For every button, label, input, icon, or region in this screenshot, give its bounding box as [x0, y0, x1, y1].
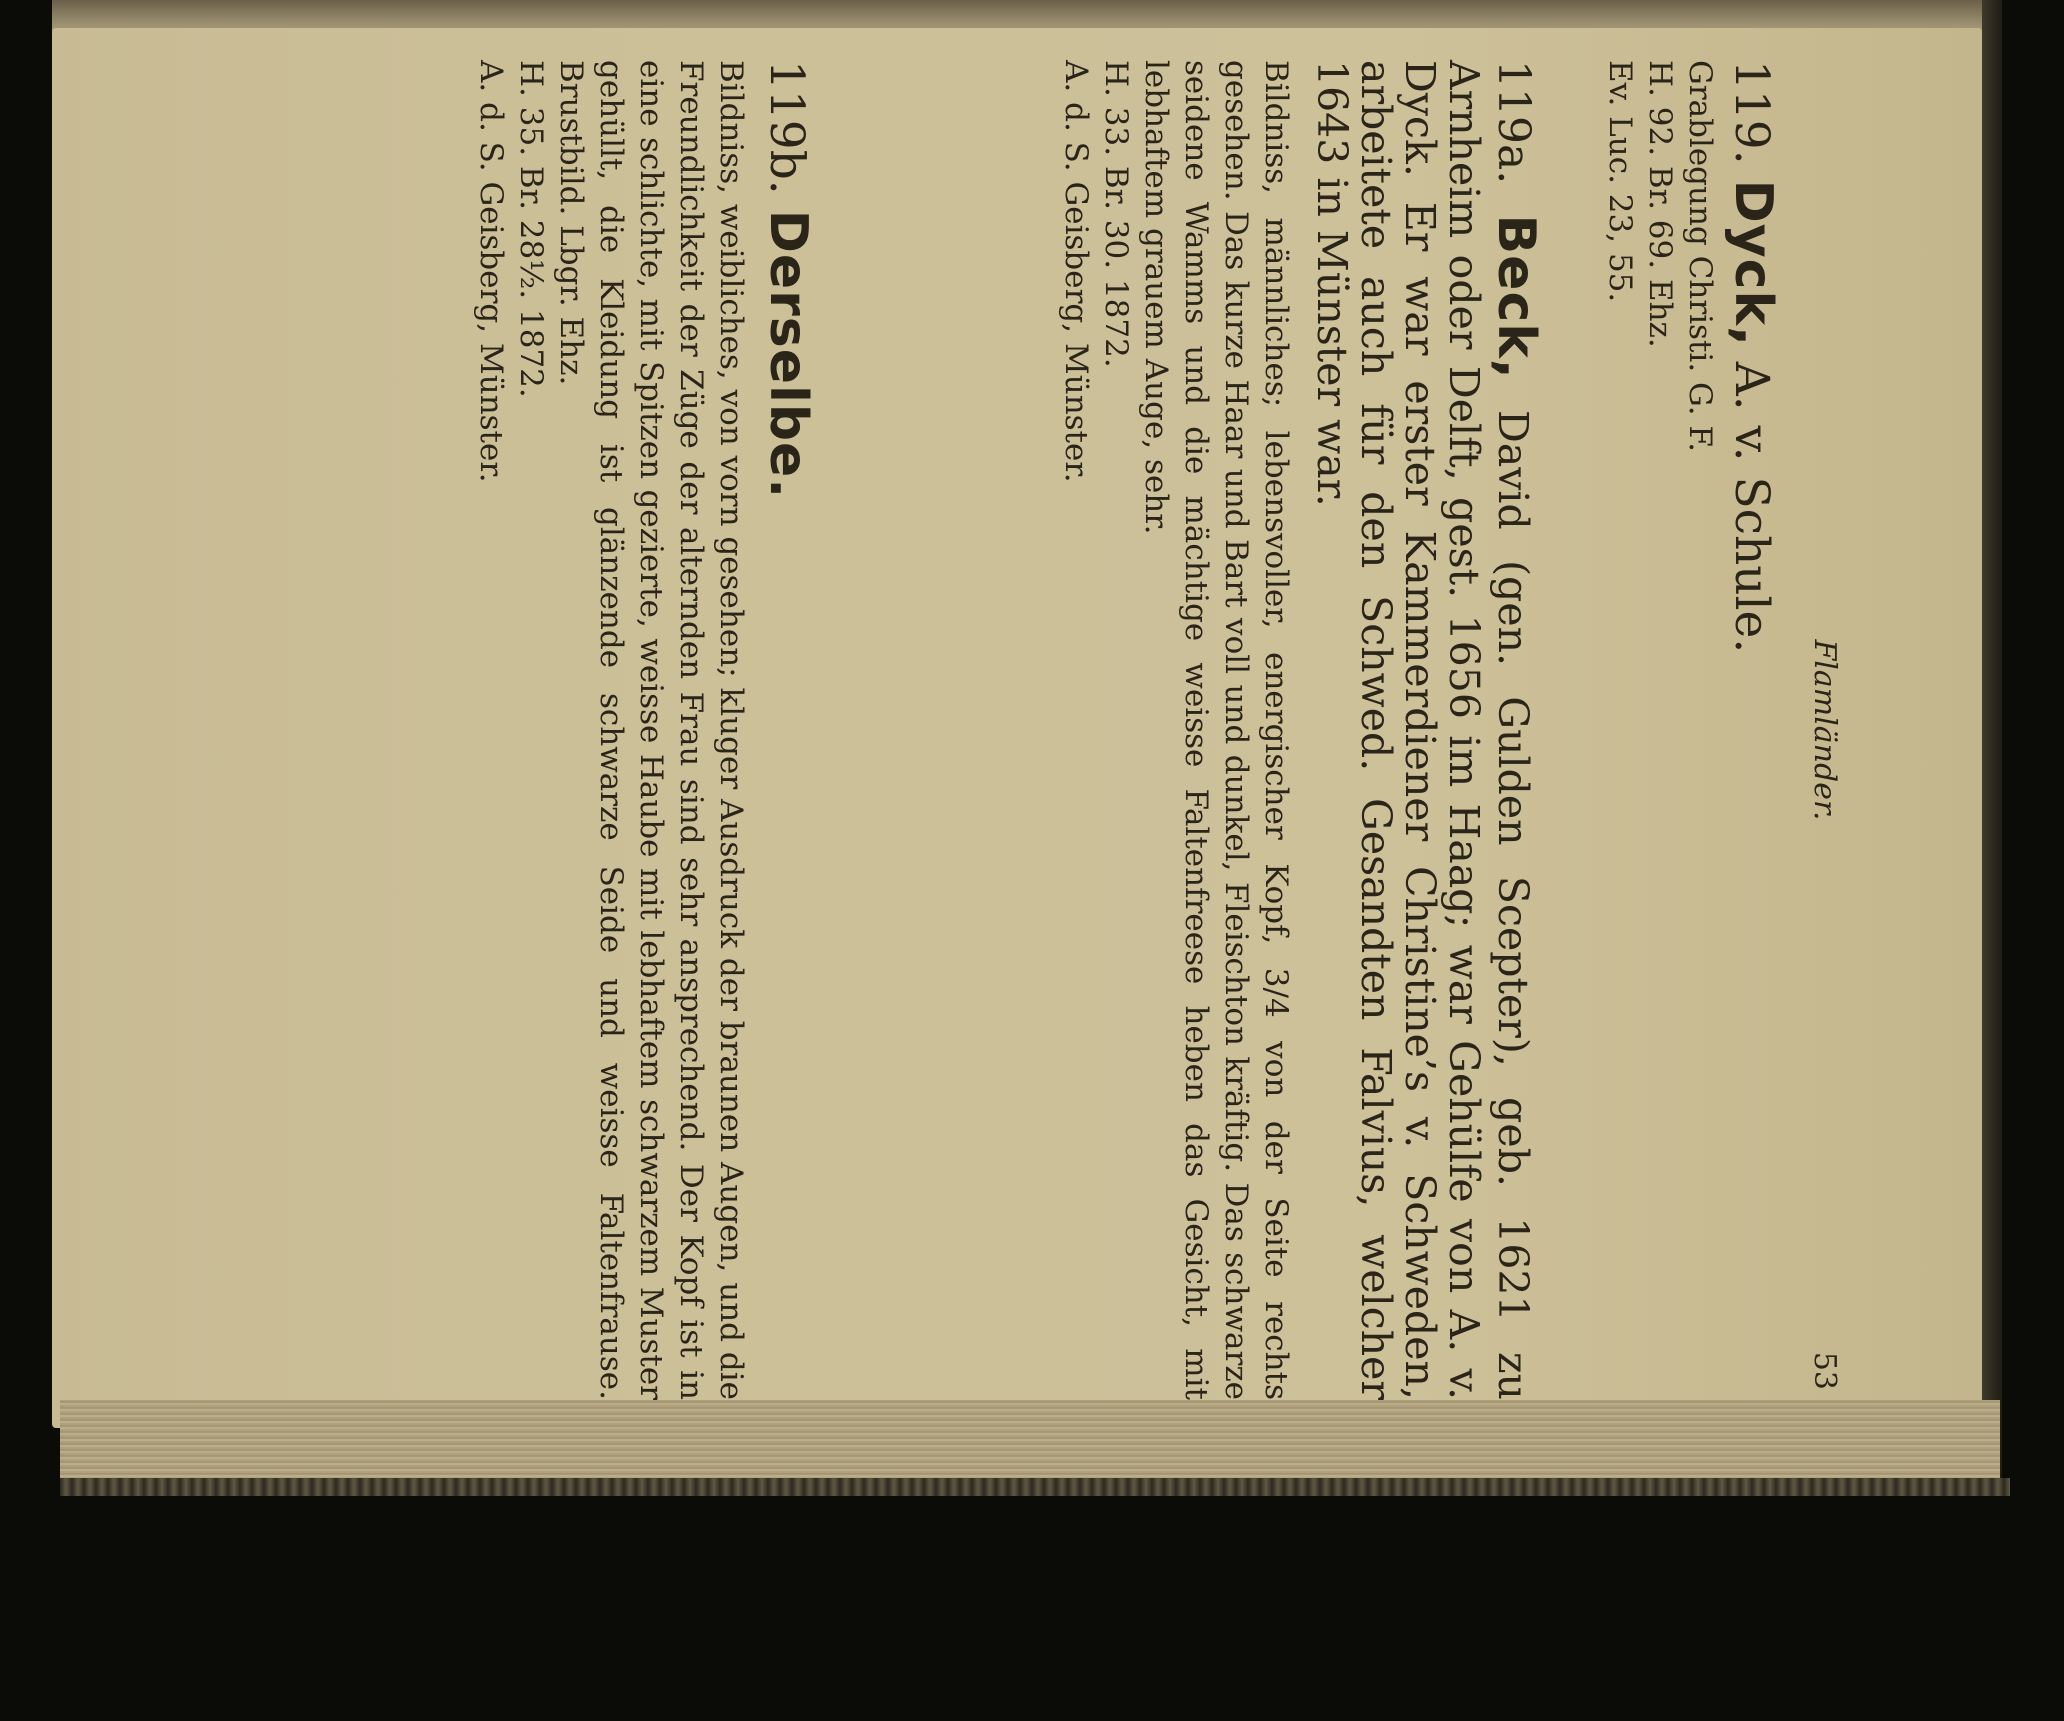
book-cover-board: [1982, 0, 2002, 1480]
catalog-entry-119a: [1056, 60, 1546, 1400]
entry-description: Bildniss, weibliches, von vorn gesehen; kluger Ausdruck der braunen Augen, und die Freundlichkeit der Züge der alternden Frau sind sehr ansprechend. Der Kopf ist in eine schlichte, mit Spitzen gezierte, weisse Haube mit lebhaftem schwarzem Muster gehüllt, die Kleidung ist glänzende schwarze Seide und weisse Faltenfrause. Brustbild. Lbgr. Ehz.: [553, 60, 749, 1400]
entry-owner: A. d. S. Geisberg, Münster.: [1058, 60, 1094, 483]
entry-dimensions: H. 35. Br. 28½. 1872.: [513, 60, 549, 398]
book-cover-edge: [60, 1478, 2010, 1496]
page-number: 53: [1807, 1351, 1842, 1390]
page-stack-edge: [60, 1400, 2000, 1483]
entry-number: 119b.: [759, 60, 814, 195]
entry-artist-name: Beck,: [1486, 214, 1546, 380]
entry-owner: A. d. S. Geisberg, Münster.: [473, 60, 509, 483]
entry-dimensions: H. 92. Br. 69. Ehz.: [1642, 60, 1678, 348]
entry-heading-rest: A. v. Schule.: [1724, 346, 1779, 654]
entry-number: 119.: [1724, 60, 1779, 165]
running-head: [1800, 60, 1850, 1400]
catalog-entry-119: [1600, 60, 1783, 1400]
catalog-entry-119b: [471, 60, 818, 1400]
entry-biography: David (gen. Gulden Scepter), geb. 1621 zu Arnheim oder Delft, gest. 1656 im Haag; war Gehülfe von A. v. Dyck. Er war erster Kammerdiener Christine’s v. Schweden, arbeitete auch für den Schwed. Gesandten Falvius, welcher 1643 in Münster war.: [1308, 60, 1537, 1400]
entry-artist-name: Dyck,: [1723, 179, 1783, 347]
entry-dimensions: H. 33. Br. 30. 1872.: [1098, 60, 1134, 368]
entry-heading: [758, 60, 818, 1400]
running-title: Flamländer.: [1807, 639, 1842, 821]
entry-artist-name: Derselbe.: [758, 209, 818, 500]
entry-description: Bildniss, männliches; lebensvoller, energischer Kopf, 3/4 von der Seite rechts gesehen. Das kurze Haar und Bart voll und dunkel, Fleischton kräftig. Das schwarze seidene Wamms und die mächtige weisse Faltenfreese heben das Gesicht, mit lebhaftem grauem Auge, sehr.: [1138, 60, 1294, 1400]
entry-heading: [1723, 60, 1783, 1400]
entry-heading-lead: [1308, 60, 1546, 1400]
entry-number: 119a.: [1488, 60, 1539, 185]
entry-title-line: Grablegung Christi. G. F.: [1682, 60, 1718, 452]
entry-reference: Ev. Luc. 23, 55.: [1602, 60, 1638, 303]
rotated-text-block: [250, 60, 1850, 1400]
